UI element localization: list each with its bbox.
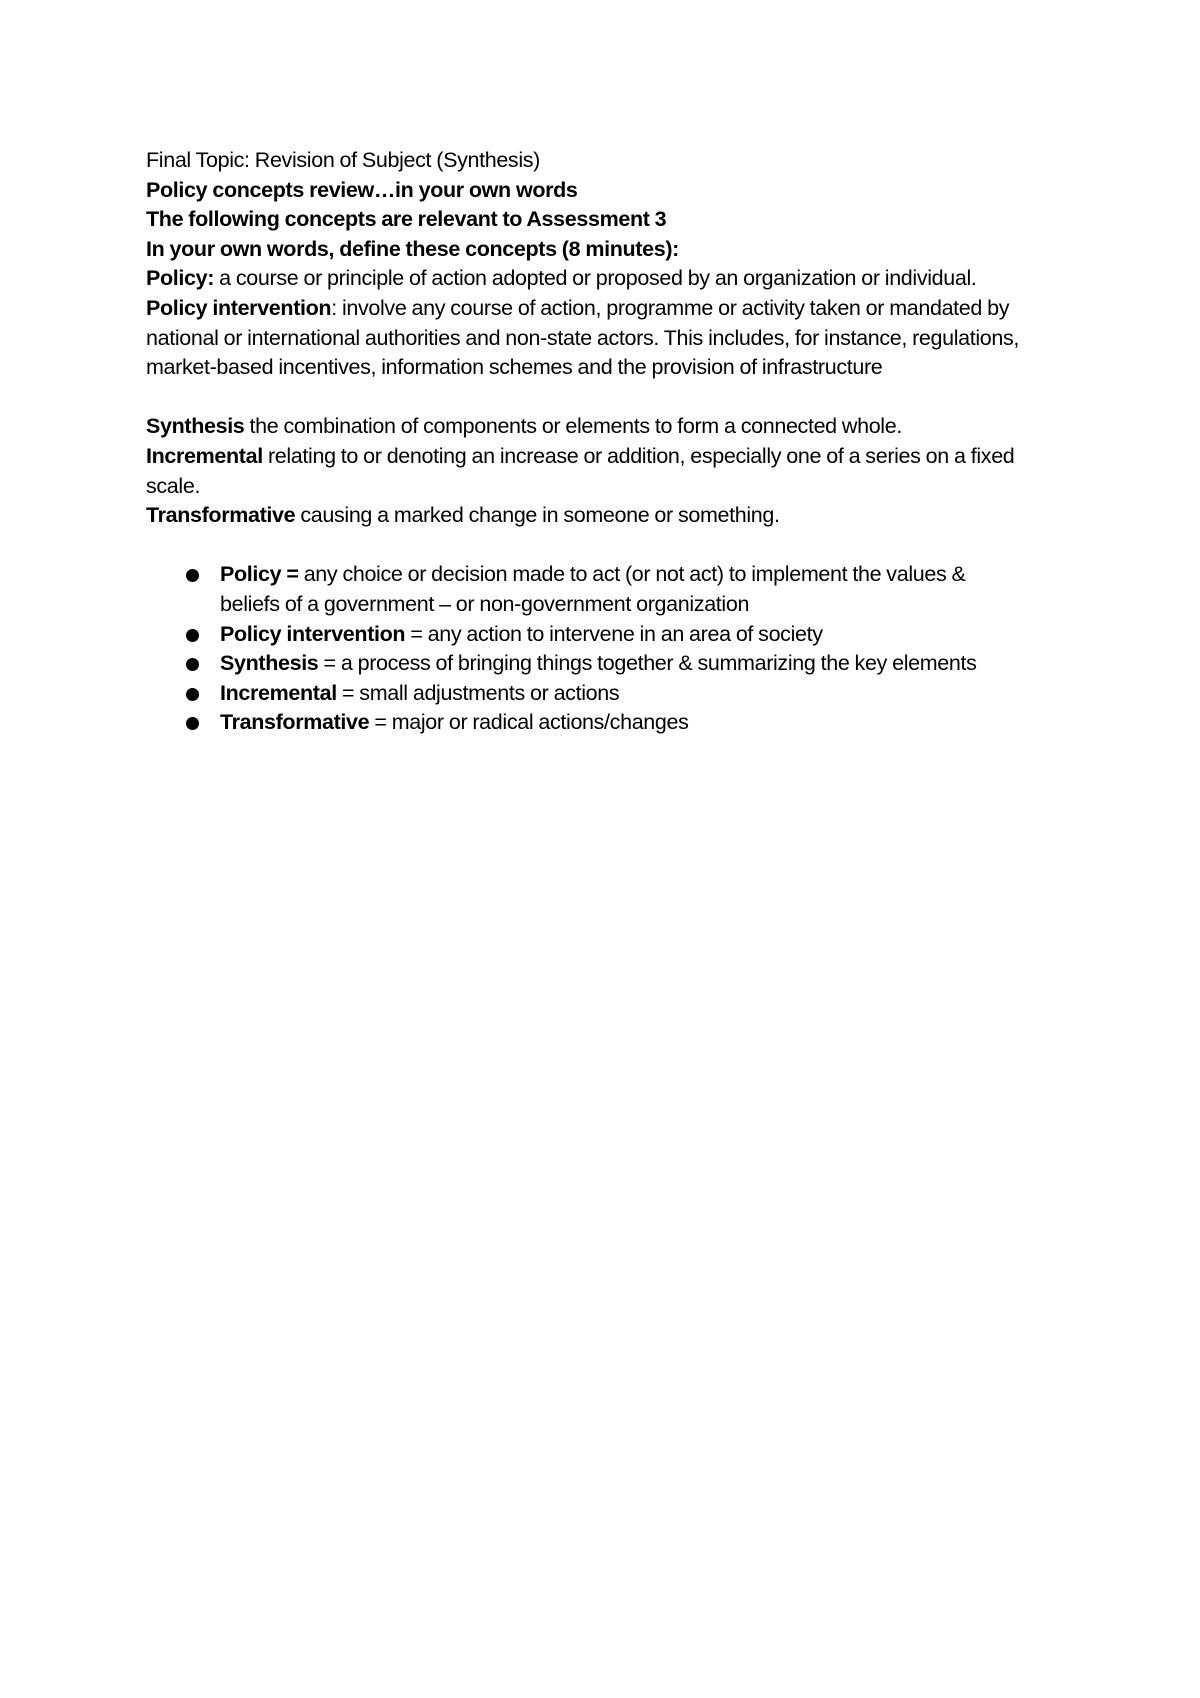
definition-text: relating to or denoting an increase or addition, especially one of a series on a fixed scale. bbox=[146, 443, 1015, 498]
definition-term: Transformative bbox=[146, 503, 296, 528]
bullet-term: Incremental bbox=[220, 680, 337, 705]
list-item bbox=[146, 620, 1066, 650]
subtitle: Policy concepts review…in your own words bbox=[146, 177, 578, 202]
bullet-term: Synthesis bbox=[220, 651, 319, 676]
bullet-icon bbox=[186, 569, 199, 582]
page-title: Final Topic: Revision of Subject (Synthesis) bbox=[146, 148, 540, 172]
definition-text: the combination of components or elements to form a connected whole. bbox=[244, 414, 902, 439]
bullet-text: any choice or decision made to act (or not act) to implement the values & beliefs of a government – or non-government organization bbox=[220, 562, 966, 616]
definition-text: a course or principle of action adopted or proposed by an organization or individual. bbox=[214, 266, 977, 291]
definition-term: Synthesis bbox=[146, 414, 245, 439]
bullet-icon bbox=[186, 688, 199, 701]
bullet-term: Transformative bbox=[220, 710, 370, 735]
bullet-text: = any action to intervene in an area of society bbox=[405, 621, 823, 646]
definition-policy-intervention bbox=[146, 294, 1066, 383]
list-item bbox=[146, 679, 1066, 709]
bullet-text: = a process of bringing things together & summarizing the key elements bbox=[318, 651, 977, 676]
definition-text: causing a marked change in someone or something. bbox=[295, 503, 780, 528]
list-item bbox=[146, 560, 1020, 619]
definition-policy bbox=[146, 264, 1066, 294]
blank-line bbox=[146, 531, 1066, 561]
list-item bbox=[146, 649, 1066, 679]
definition-transformative bbox=[146, 501, 1066, 531]
bullet-icon bbox=[186, 658, 199, 671]
document-page bbox=[146, 146, 1066, 738]
bullet-term: Policy = bbox=[220, 562, 299, 587]
bullet-text: = major or radical actions/changes bbox=[369, 710, 689, 735]
bullet-term: Policy intervention bbox=[220, 621, 406, 646]
bullet-text: = small adjustments or actions bbox=[336, 680, 620, 705]
bullet-icon bbox=[186, 717, 199, 730]
bullet-icon bbox=[186, 629, 199, 642]
bullet-list bbox=[146, 560, 1066, 738]
definition-incremental bbox=[146, 442, 1026, 501]
definition-term: Incremental bbox=[146, 443, 263, 468]
definition-synthesis bbox=[146, 412, 1066, 442]
definition-text: : involve any course of action, programme or activity taken or mandated by national or international authorities and non-state actors. This includes, for instance, regulations, market-based incentives, information schemes and the provision of infrastructure bbox=[146, 295, 1020, 380]
relevance-note: The following concepts are relevant to Assessment 3 bbox=[146, 207, 667, 232]
blank-line bbox=[146, 383, 1066, 413]
definition-term: Policy: bbox=[146, 266, 215, 291]
definition-term: Policy intervention bbox=[146, 295, 332, 320]
instruction: In your own words, define these concepts (8 minutes): bbox=[146, 236, 679, 261]
list-item bbox=[146, 708, 1066, 738]
